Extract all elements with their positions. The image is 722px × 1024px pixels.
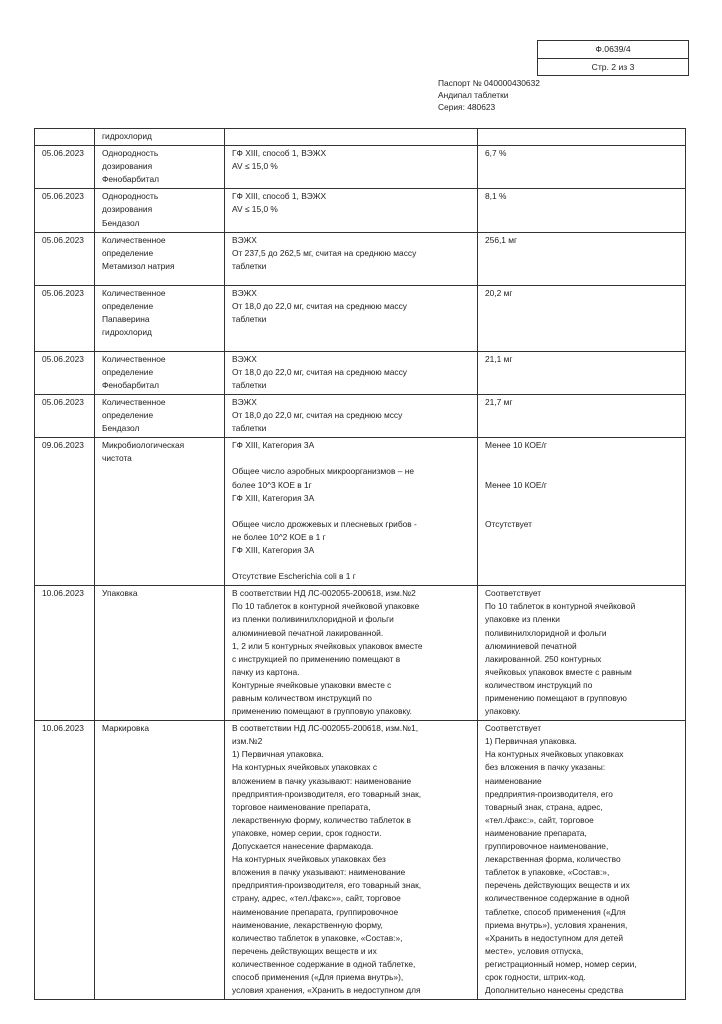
table-row xyxy=(35,146,686,189)
row-test: Количественное определение Папаверина гидрохлорид xyxy=(95,285,225,351)
row-date: 05.06.2023 xyxy=(35,189,95,232)
row-method xyxy=(225,129,478,146)
row-date: 05.06.2023 xyxy=(35,146,95,189)
table-row xyxy=(35,232,686,285)
row-test: Микробиологическая чистота xyxy=(95,438,225,586)
row-test: гидрохлорид xyxy=(95,129,225,146)
row-test: Количественное определение Фенобарбитал xyxy=(95,351,225,394)
table-row xyxy=(35,394,686,437)
product-name: Андипал таблетки xyxy=(438,90,509,100)
table-row xyxy=(35,721,686,1000)
page-number: Стр. 2 из 3 xyxy=(591,62,635,72)
table-row xyxy=(35,586,686,721)
row-result xyxy=(478,129,686,146)
row-result: Менее 10 КОЕ/г Менее 10 КОЕ/г Отсутствует xyxy=(478,438,686,586)
form-code-box xyxy=(537,40,689,76)
series-number: Серия: 480623 xyxy=(438,102,496,112)
row-result: 21,1 мг xyxy=(478,351,686,394)
table-row xyxy=(35,285,686,351)
row-date: 05.06.2023 xyxy=(35,232,95,285)
form-code: Ф.0639/4 xyxy=(538,41,688,59)
row-date: 05.06.2023 xyxy=(35,394,95,437)
row-result: 256,1 мг xyxy=(478,232,686,285)
table-row xyxy=(35,351,686,394)
row-result: 6,7 % xyxy=(478,146,686,189)
row-test: Однородность дозирования Фенобарбитал xyxy=(95,146,225,189)
table-row xyxy=(35,189,686,232)
row-result: 8,1 % xyxy=(478,189,686,232)
row-result: Соответствует По 10 таблеток в контурной ячейковой упаковке из пленки поливинилхлоридной и фольги алюминиевой печатной лакированной. 250 контурных ячейковых упаковок вместе с равным количеством инструкций по применению помещают в групповую упаковку. xyxy=(478,586,686,721)
row-method: ГФ XIII, способ 1, ВЭЖХ AV ≤ 15,0 % xyxy=(225,189,478,232)
passport-header xyxy=(438,77,540,113)
row-method: ГФ XIII, способ 1, ВЭЖХ AV ≤ 15,0 % xyxy=(225,146,478,189)
row-date: 10.06.2023 xyxy=(35,721,95,1000)
row-date: 05.06.2023 xyxy=(35,285,95,351)
row-test: Количественное определение Метамизол натрия xyxy=(95,232,225,285)
row-result: 20,2 мг xyxy=(478,285,686,351)
row-test: Упаковка xyxy=(95,586,225,721)
test-results-table xyxy=(34,128,686,1000)
table-row xyxy=(35,129,686,146)
row-method: ВЭЖХ От 237,5 до 262,5 мг, считая на среднюю массу таблетки xyxy=(225,232,478,285)
row-test: Однородность дозирования Бендазол xyxy=(95,189,225,232)
row-result: 21,7 мг xyxy=(478,394,686,437)
passport-number: Паспорт № 040000430632 xyxy=(438,78,540,88)
row-method: ВЭЖХ От 18,0 до 22,0 мг, считая на среднюю мссу таблетки xyxy=(225,394,478,437)
row-test: Количественное определение Бендазол xyxy=(95,394,225,437)
row-date: 09.06.2023 xyxy=(35,438,95,586)
row-method: ВЭЖХ От 18,0 до 22,0 мг, считая на среднюю массу таблетки xyxy=(225,285,478,351)
row-date: 10.06.2023 xyxy=(35,586,95,721)
row-date xyxy=(35,129,95,146)
row-result: Соответствует 1) Первичная упаковка. На контурных ячейковых упаковках без вложения в пачку указаны: наименование предприятия-производителя, его товарный знак, страна, адрес, «тел./факс:», сайт, торговое наименование препарата, группировочное наименование, лекарственная форма, количество таблеток в упаковке, «Состав:», перечень действующих веществ и их количественное содержание в одной таблетке, способ применения («Для приема внутрь»), условия хранения, «Хранить в недоступном для детей месте», условия отпуска, регистрационный номер, номер серии, срок годности, штрих-код. Дополнительно нанесены средства xyxy=(478,721,686,1000)
row-method: В соответствии НД ЛС-002055-200618, изм.№2 По 10 таблеток в контурной ячейковой упаковке из пленки поливинилхлоридной и фольги алюминиевой печатной лакированной. 1, 2 или 5 контурных ячейковых упаковок вместе с инструкцией по применению помещают в пачку из картона. Контурные ячейковые упаковки вместе с равным количеством инструкций по применению помещают в групповую упаковку. xyxy=(225,586,478,721)
row-method: ГФ XIII, Категория 3А Общее число аэробных микроорганизмов – не более 10^3 КОЕ в 1г ГФ XIII, Категория 3А Общее число дрожжевых и плесневых грибов - не более 10^2 КОЕ в 1 г ГФ XIII, Категория 3А Отсутствие Escherichia coli в 1 г xyxy=(225,438,478,586)
row-date: 05.06.2023 xyxy=(35,351,95,394)
row-method: В соответствии НД ЛС-002055-200618, изм.№1, изм.№2 1) Первичная упаковка. На контурных ячейковых упаковках с вложением в пачку указывают: наименование предприятия-производителя, его товарный знак, торговое наименование препарата, лекарственную форму, количество таблеток в упаковке, номер серии, срок годности. Допускается нанесение фармакода. На контурных ячейковых упаковках без вложения в пачку указывают: наименование предприятия-производителя, его товарный знак, страну, адрес, «тел./факс»», сайт, торговое наименование препарата, группировочное наименование, лекарственную форму, количество таблеток в упаковке, «Состав:», перечень действующих веществ и их количественное содержание в одной таблетке, способ применения («Для приема внутрь»), условия хранения, «Хранить в недоступном для xyxy=(225,721,478,1000)
row-method: ВЭЖХ От 18,0 до 22,0 мг, считая на среднюю массу таблетки xyxy=(225,351,478,394)
table-row xyxy=(35,438,686,586)
row-test: Маркировка xyxy=(95,721,225,1000)
